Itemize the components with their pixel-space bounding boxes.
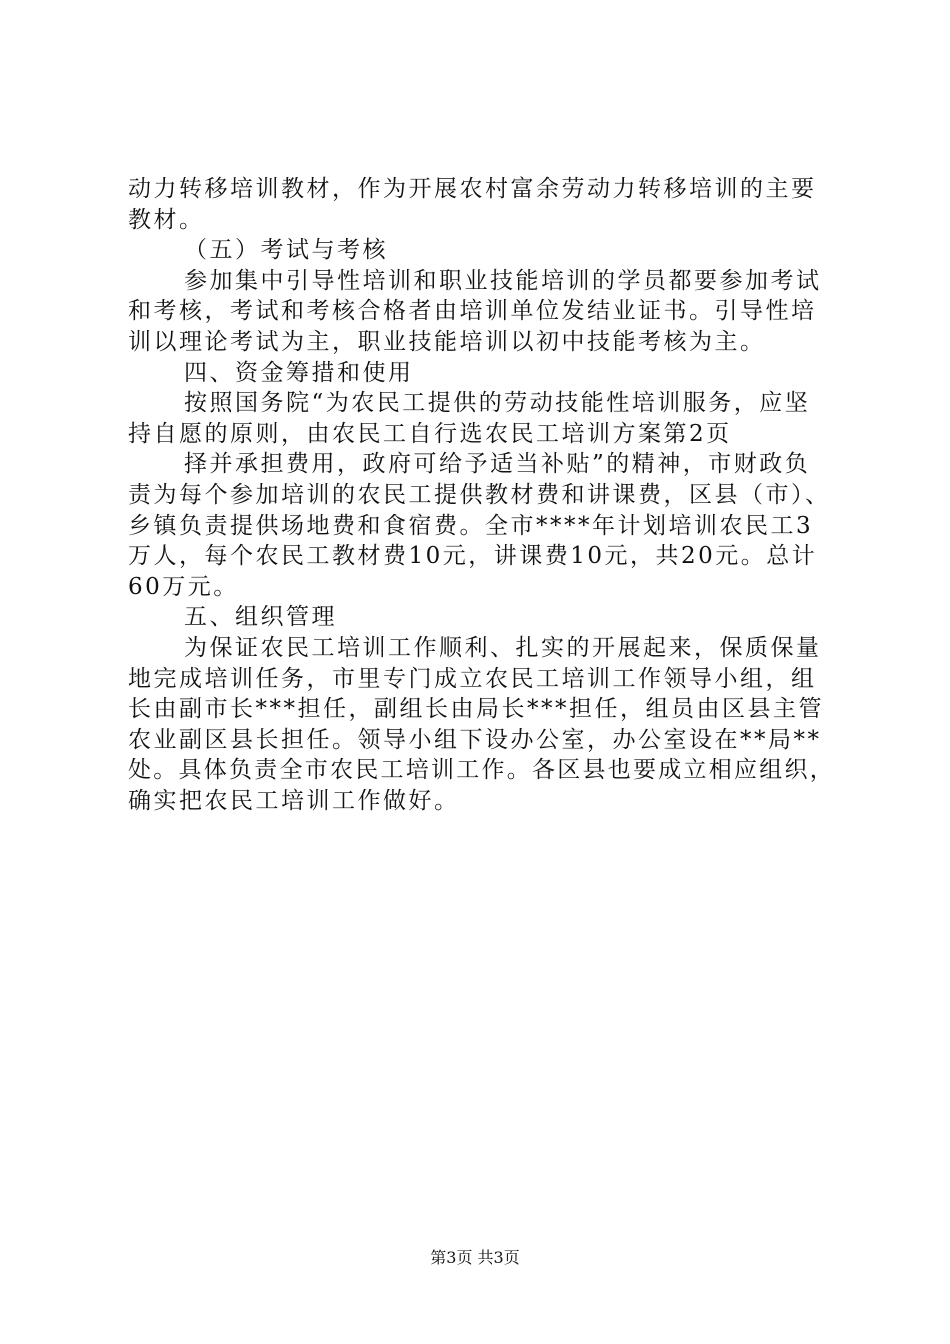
text-line: 训以理论考试为主，职业技能培训以初中技能考核为主。 (128, 328, 766, 355)
text-line: 按照国务院“为农民工提供的劳动技能性培训服务，应坚 (184, 390, 811, 417)
text-line: 参加集中引导性培训和职业技能培训的学员都要参加考试 (184, 267, 822, 294)
text-line: 确实把农民工培训工作做好。 (128, 787, 460, 814)
text-line: 乡镇负责提供场地费和食宿费。全市****年计划培训农民工3 (128, 512, 814, 539)
text-line: 动力转移培训教材，作为开展农村富余劳动力转移培训的主要 (128, 176, 817, 202)
text-line: 处。具体负责全市农民工培训工作。各区县也要成立相应组织， (128, 757, 835, 784)
text-line: 和考核，考试和考核合格者由培训单位发结业证书。引导性培 (128, 298, 817, 325)
document-body (128, 174, 838, 816)
text-line: 责为每个参加培训的农民工提供教材费和讲课费，区县（市）、 (128, 481, 831, 508)
page-footer: 第3页 共3页 (430, 1248, 520, 1267)
text-line: 为保证农民工培训工作顺利、扎实的开展起来，保质保量 (184, 634, 822, 661)
text-line: 农业副区县长担任。领导小组下设办公室，办公室设在**局** (128, 726, 822, 753)
text-line: 万人，每个农民工教材费10元，讲课费10元，共20元。总计 (128, 543, 818, 570)
text-line: 择并承担费用，政府可给予适当补贴”的精神，市财政负 (184, 451, 811, 478)
text-line: （五）考试与考核 (184, 237, 388, 264)
text-line: 持自愿的原则，由农民工自行选农民工培训方案第2页 (128, 420, 732, 447)
text-line: 教材。 (128, 206, 205, 233)
text-line: 四、资金筹措和使用 (184, 359, 414, 386)
text-line: 长由副市长***担任，副组长由局长***担任，组员由区县主管 (128, 696, 824, 723)
text-line: 地完成培训任务，市里专门成立农民工培训工作领导小组，组 (128, 665, 817, 692)
text-line: 五、组织管理 (184, 604, 337, 631)
text-line: 60万元。 (128, 573, 239, 600)
